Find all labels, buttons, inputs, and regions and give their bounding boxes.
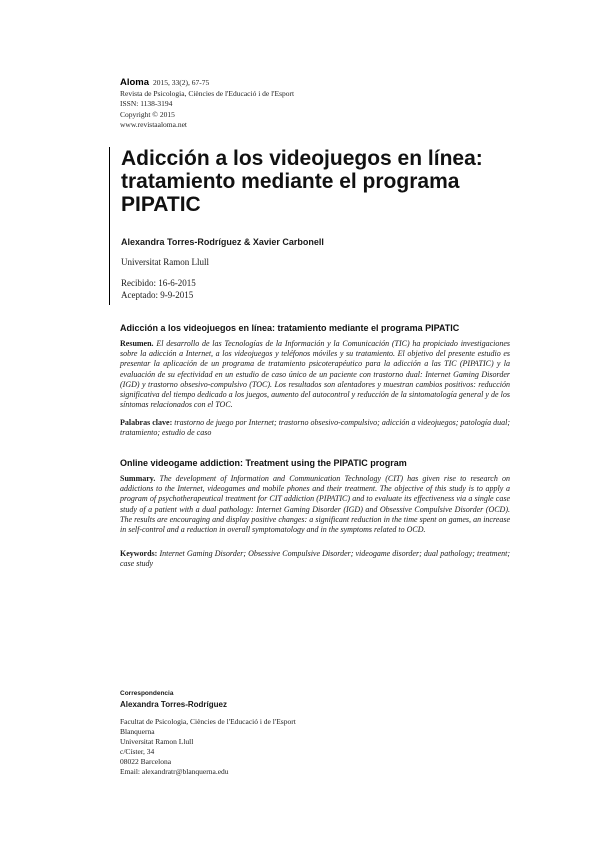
correspondence-email[interactable]: Email: alexandratr@blanquerna.edu bbox=[120, 767, 229, 776]
accepted-date: Aceptado: 9-9-2015 bbox=[121, 289, 194, 300]
article-affiliation: Universitat Ramon Llull bbox=[121, 257, 209, 267]
received-date: Recibido: 16-6-2015 bbox=[121, 278, 196, 288]
abstract-en-label: Summary. bbox=[120, 474, 156, 483]
journal-website: www.revistaaloma.net bbox=[120, 120, 187, 129]
correspondence-line: 08022 Barcelona bbox=[120, 757, 172, 766]
abstract-es bbox=[120, 339, 510, 410]
journal-name: Revista de Psicologia, Ciències de l'Educació i de l'Esport bbox=[120, 88, 295, 98]
keywords-es-label: Palabras clave: bbox=[120, 418, 173, 427]
journal-issn: ISSN: 1138-3194 bbox=[120, 99, 173, 108]
journal-header bbox=[120, 78, 294, 131]
correspondence-line: c/Císter, 34 bbox=[120, 747, 155, 756]
correspondence-line: Facultat de Psicologia, Ciències de l'Educació i de l'Esport bbox=[120, 717, 296, 726]
keywords-en-text: Internet Gaming Disorder; Obsessive Compulsive Disorder; videogame disorder; dual pathology; treatment; case study bbox=[120, 549, 511, 569]
correspondence-address bbox=[120, 717, 296, 777]
abstract-en bbox=[120, 474, 510, 535]
journal-brand: Aloma bbox=[120, 77, 150, 88]
keywords-es-text: trastorno de juego por Internet; trastorno obsesivo-compulsivo; adicción a videojuegos; patología dual; tratamiento; estudio de caso bbox=[120, 418, 510, 438]
correspondence-line: Blanquerna bbox=[120, 727, 155, 736]
keywords-es bbox=[120, 418, 510, 438]
keywords-en-label: Keywords: bbox=[120, 549, 158, 558]
abstract-en-text: The development of Information and Communication Technology (CIT) has given rise to research on addictions to the Internet, videogames and mobile phones and their treatment. The objective of this study is to apply a program of psychotherapeutical treatment for CIT addiction (PIPATIC) and to evaluate its effectiveness via a single case study of a patient with a dual pathology: Internet Gaming Disorder (IGD) and Obsessive Compulsive Disorder (OCD). The results are encouraging and display positive changes: a significant reduction in the time spent on games, an increase in self-control and a reduction in overall symptomatology and in the symptoms related to OCD. bbox=[120, 474, 511, 535]
keywords-en bbox=[120, 549, 510, 569]
journal-copyright: Copyright © 2015 bbox=[120, 109, 175, 119]
journal-issue: 2015, 33(2), 67-75 bbox=[153, 78, 210, 87]
correspondence-label: Correspondencia bbox=[120, 690, 174, 697]
article-header bbox=[109, 147, 521, 305]
article-dates bbox=[121, 278, 521, 305]
correspondence-line: Universitat Ramon Llull bbox=[120, 737, 194, 746]
article-authors: Alexandra Torres-Rodríguez & Xavier Carbonell bbox=[121, 237, 324, 247]
article-title: Adicción a los videojuegos en línea: tratamiento mediante el programa PIPATIC bbox=[121, 147, 483, 216]
abstract-es-title: Adicción a los videojuegos en línea: tratamiento mediante el programa PIPATIC bbox=[120, 323, 460, 333]
journal-brand-line bbox=[120, 78, 294, 89]
correspondence-name: Alexandra Torres-Rodríguez bbox=[120, 700, 227, 709]
abstract-es-label: Resumen. bbox=[120, 339, 154, 348]
abstract-es-text: El desarrollo de las Tecnologías de la Información y la Comunicación (TIC) ha propiciado investigaciones sobre la adicción a Internet, a los videojuegos y teléfonos móviles y su tratamiento. El objetivo del presente estudio es presentar la aplicación de un programa de tratamiento psicoterapéutico para la adicción a las TIC (PIPATIC) y la evaluación de su efectividad en un estudio de caso único de un paciente con trastorno dual: Internet Gaming Disorder (IGD) y trastorno obsesivo-compulsivo (TOC). Los resultados son alentadores y muestran cambios positivos: reducción significativa del tiempo dedicado a los juegos, aumento del autocontrol y reducción de la sintomatología general y de los síntomas relacionados con el TOC. bbox=[120, 339, 511, 410]
correspondence bbox=[120, 690, 296, 777]
abstract-en-title: Online videogame addiction: Treatment using the PIPATIC program bbox=[120, 458, 407, 468]
